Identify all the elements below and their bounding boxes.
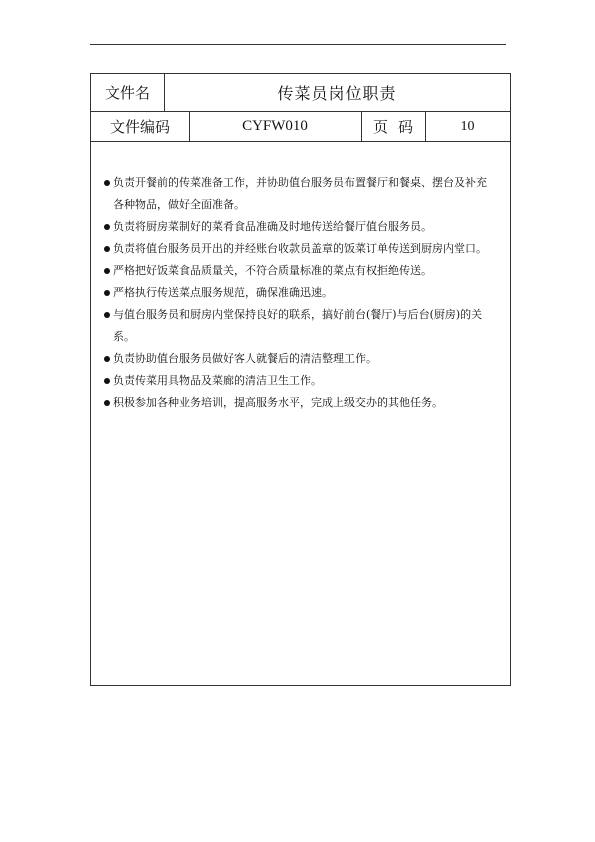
duty-text: 负责传菜用具物品及菜廊的清洁卫生工作。 (113, 374, 322, 387)
list-item (104, 348, 496, 370)
list-item (104, 282, 496, 304)
bullet-icon (104, 356, 110, 362)
duty-text: 负责将厨房菜制好的菜肴食品准确及时地传送给餐厅值台服务员。 (113, 220, 432, 233)
list-item (104, 172, 496, 216)
file-name-label: 文件名 (104, 84, 150, 102)
list-item (104, 260, 496, 282)
duty-text: 积极参加各种业务培训，提高服务水平，完成上级交办的其他任务。 (113, 396, 443, 409)
list-item (104, 304, 496, 348)
list-item (104, 238, 496, 260)
page-number-label: 页码 (372, 118, 423, 136)
document-title: 传菜员岗位职责 (277, 84, 397, 103)
duty-text: 严格执行传送菜点服务规范，确保准确迅速。 (113, 286, 333, 299)
bullet-icon (104, 290, 110, 296)
duties-list (104, 172, 496, 414)
duty-text: 负责协助值台服务员做好客人就餐后的清洁整理工作。 (113, 352, 377, 365)
title-row (91, 74, 510, 112)
list-item (104, 392, 496, 414)
duty-text: 负责将值台服务员开出的并经账台收款员盖章的饭菜订单传送到厨房内堂口。 (113, 242, 487, 255)
list-item (104, 370, 496, 392)
code-row (91, 112, 510, 142)
bullet-icon (104, 400, 110, 406)
header-rule (90, 44, 506, 45)
list-item (104, 216, 496, 238)
duty-text: 与值台服务员和厨房内堂保持良好的联系，搞好前台(餐厅)与后台(厨房)的关系。 (113, 308, 483, 343)
file-code-label: 文件编码 (109, 118, 170, 136)
duty-text: 负责开餐前的传菜准备工作，并协助值台服务员布置餐厅和餐桌、摆台及补充各种物品，做好全面准备。 (113, 176, 487, 211)
job-description-table (90, 73, 511, 686)
bullet-icon (104, 246, 110, 252)
duty-text: 严格把好饭菜食品质量关，不符合质量标准的菜点有权拒绝传送。 (113, 264, 432, 277)
bullet-icon (104, 180, 110, 186)
bullet-icon (104, 312, 110, 318)
page-number-value: 10 (460, 118, 475, 134)
bullet-icon (104, 268, 110, 274)
bullet-icon (104, 378, 110, 384)
bullet-icon (104, 224, 110, 230)
file-code-value: CYFW010 (242, 118, 308, 134)
